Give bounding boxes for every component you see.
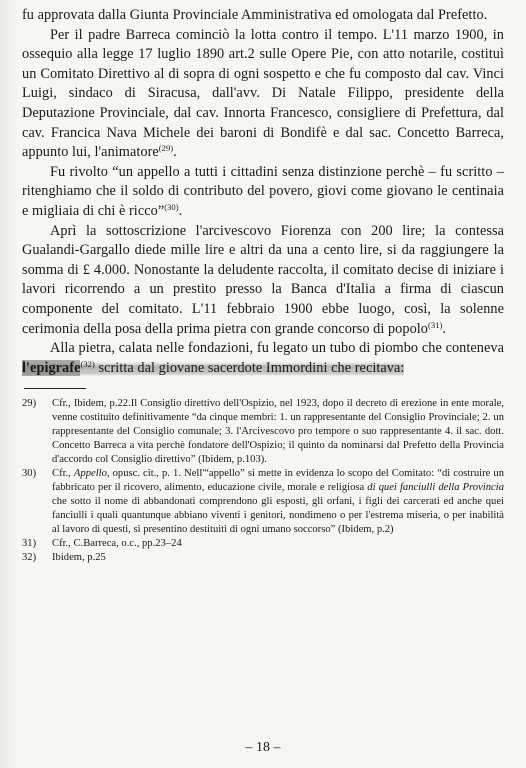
body-text: [22, 6, 504, 378]
footnote-ref-31: (31): [428, 319, 443, 330]
footnote-number: 30): [22, 468, 37, 480]
paragraph-epigraph: Alla pietra, calata nelle fondazioni, fu legato un tubo di piombo che conteneva l'epigrafe$^{(32)}$ scritta dal giovane sacerdote Immordini che recitava:: [22, 340, 504, 376]
paragraph-committee: Per il padre Barreca cominciò la lotta contro il tempo. L'11 marzo 1900, in ossequio alla legge 17 luglio 1890 art.2 sulle Opere Pie, con atto notarile, costituì un Comitato Direttivo al di sopra di ogni sospetto e che fu composto dal cav. Vinci Luigi, sindaco di Siracusa, dall'avv. Di Natale Filippo, presidente della Deputazione Provinciale, dal cav. Innorta Francesco, consigliere di Prefettura, dal cav. Francica Nava Michele dei baroni di Bondifè e dal sac. Concetto Barreca, appunto lui, l'animatore$^{(29)}$.: [22, 26, 504, 161]
footnote-30: [22, 467, 504, 537]
page-number: – 18 –: [245, 740, 281, 755]
paragraph-continuation: fu approvata dalla Giunta Provinciale Amministrativa ed omologata dal Prefetto.: [22, 7, 488, 23]
footnote-text: Ibidem, p.25: [52, 552, 106, 564]
footnote-29: [22, 397, 504, 467]
footnote-31: [22, 537, 504, 551]
paragraph-subscription: Aprì la sottoscrizione l'arcivescovo Fiorenza con 200 lire; la contessa Gualandi-Gargallo diede mille lire e altri da una a cento lire, si da raggiungere la somma di £ 4.000. Nonostante la deludente raccolta, il comitato decise di iniziare i lavori ricorrendo a un prestito presso la Banca d'Italia a firma di ciascun componente del comitato. L'11 febbraio 1900 ebbe luogo, così, la solenne cerimonia della posa della prima pietra con grande concorso di popolo$^{(31)}$.: [22, 222, 504, 337]
footnote-text: Cfr., Appello, opusc. cit., p. 1. Nell'“appello” si mette in evidenza lo scopo del Comitato: “di costruire un fabbricato per il ricovero, alimento, educazione civile, morale e religiosa di quei fanciulli della Provincia che sotto il nome di abbandonati comprendono gli esposti, gli orfani, i figli dei carcerati ed anche quei fanciulli i quali quantunque abbiano viventi i genitori, nondimeno o per l'estrema miseria, o per inabilità al lavoro di questi, si presentino destituiti di ogni umano soccorso” (Ibidem, p.2): [52, 468, 505, 536]
footnote-separator: [24, 388, 86, 389]
footnote-number: 29): [22, 398, 37, 410]
footnote-number: 31): [22, 538, 37, 550]
footnotes: [22, 397, 504, 565]
footnote-text: Cfr., C.Barreca, o.c., pp.23–24: [52, 538, 182, 550]
footnote-number: 32): [22, 552, 37, 564]
paragraph-appeal: Fu rivolto “un appello a tutti i cittadini senza distinzione perchè – fu scritto – ritenghiamo che il soldo di contributo del povero, giovi come giovano le centinaia e migliaia di chi è ricco”$^{(30)}$.: [22, 163, 504, 219]
footnote-32: [22, 551, 504, 565]
footnote-ref-32: (32): [80, 358, 95, 369]
footnote-ref-29: (29): [158, 143, 174, 154]
footnote-ref-30: (30): [164, 201, 179, 212]
highlighted-passage: l'epigrafe$^{(32)}$ scritta dal giovane sacerdote Immordini che recitava:: [22, 358, 405, 376]
footnote-text: Cfr., Ibidem, p.22.Il Consiglio direttivo dell'Ospizio, nel 1923, dopo il decreto di erezione in ente morale, venne costituito definitivamente “da cinque membri: 1. un rappresentante del Consiglio Provinciale; 2. un rappresentante del Consiglio comunale; 3. l'Arcivescovo pro tempore o suo rappresentante 4. il sac. dott. Concetto Barreca a vita perchè fondatore dell'Ospizio; il quinto da nominarsi dal Prefetto della Provincia d'accordo col Consiglio direttivo” (Ibidem, p.103).: [52, 398, 504, 466]
